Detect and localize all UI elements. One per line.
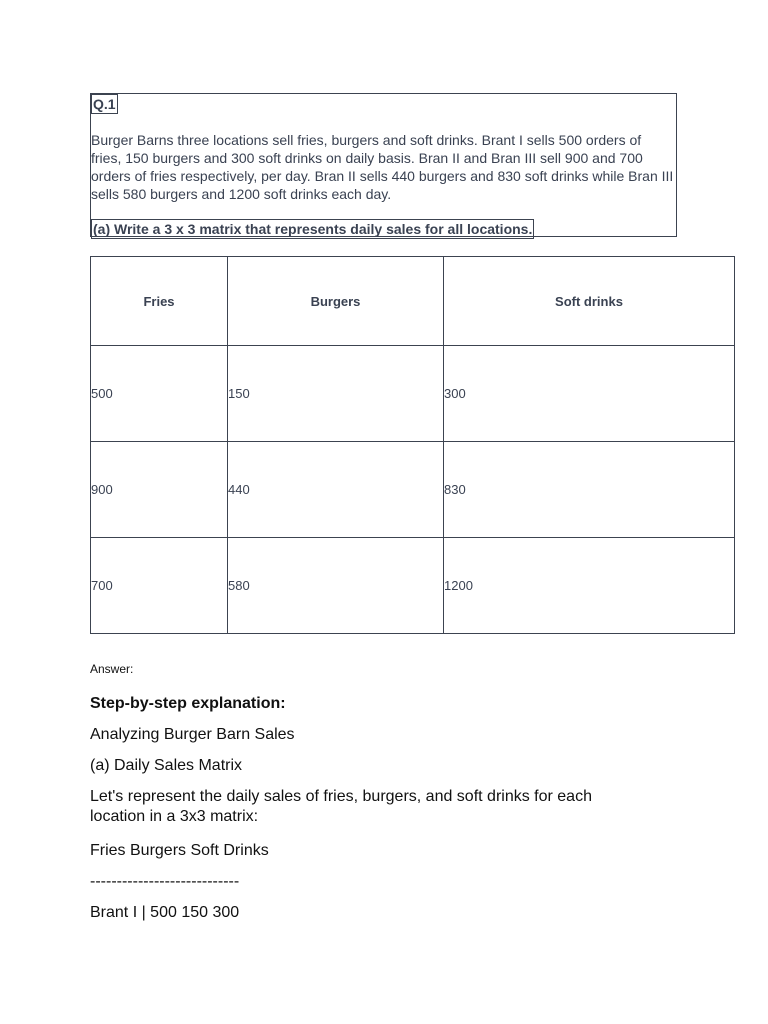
header-burgers: Burgers bbox=[228, 257, 444, 346]
table-cell: 700 bbox=[91, 538, 228, 634]
table-header-row bbox=[91, 257, 735, 346]
answer-line-title: Analyzing Burger Barn Sales bbox=[90, 726, 295, 743]
question-part-a: (a) Write a 3 x 3 matrix that represents daily sales for all locations. bbox=[93, 221, 533, 237]
answer-line-row: Brant I | 500 150 300 bbox=[90, 904, 240, 921]
table-cell: 300 bbox=[444, 346, 735, 442]
table-cell: 500 bbox=[91, 346, 228, 442]
table-row bbox=[91, 346, 735, 442]
sales-table bbox=[90, 256, 735, 634]
answer-line-subtitle: (a) Daily Sales Matrix bbox=[90, 757, 243, 774]
answer-line-description: Let's represent the daily sales of fries, burgers, and soft drinks for each location in a 3x3 matrix: bbox=[90, 788, 592, 825]
table-row bbox=[91, 442, 735, 538]
table-cell: 1200 bbox=[444, 538, 735, 634]
answer-heading: Step-by-step explanation: bbox=[90, 695, 286, 712]
table-cell: 150 bbox=[228, 346, 444, 442]
answer-divider: ---------------------------- bbox=[90, 873, 240, 890]
header-fries: Fries bbox=[91, 257, 228, 346]
answer-label: Answer: bbox=[90, 662, 134, 676]
question-number: Q.1 bbox=[93, 96, 116, 112]
table-row bbox=[91, 538, 735, 634]
table-cell: 830 bbox=[444, 442, 735, 538]
answer-line-columns: Fries Burgers Soft Drinks bbox=[90, 842, 269, 859]
table-cell: 580 bbox=[228, 538, 444, 634]
question-box bbox=[90, 93, 677, 237]
header-soft-drinks: Soft drinks bbox=[444, 257, 735, 346]
question-text: Burger Barns three locations sell fries, burgers and soft drinks. Brant I sells 500 orders of fries, 150 burgers and 300 soft drinks on daily basis. Bran II and Bran III sell 900 and 700 orders of fries respectively, per day. Bran II sells 440 burgers and 830 soft drinks while Bran III sells 580 burgers and 1200 soft drinks each day. bbox=[91, 132, 674, 202]
table-cell: 440 bbox=[228, 442, 444, 538]
table-cell: 900 bbox=[91, 442, 228, 538]
